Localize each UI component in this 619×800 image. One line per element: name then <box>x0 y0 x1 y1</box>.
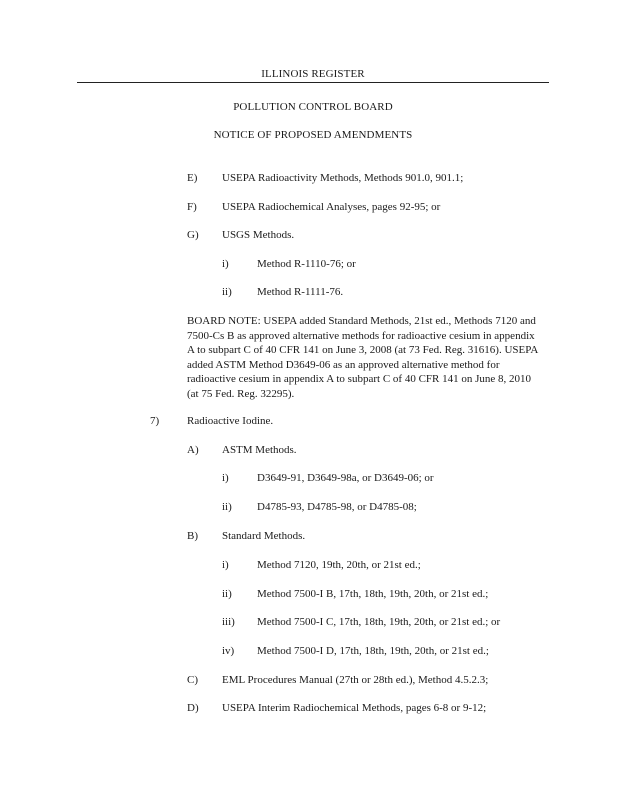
notice-title: NOTICE OF PROPOSED AMENDMENTS <box>213 129 413 141</box>
subitem-label: i) <box>222 258 229 270</box>
subitem-text: Method R-1111-76. <box>257 286 344 298</box>
item-text-g: USGS Methods. <box>222 229 295 241</box>
subitem-label: ii) <box>222 501 232 513</box>
item-label-f: F) <box>187 201 197 213</box>
item-text-f: USEPA Radiochemical Analyses, pages 92-95; or <box>222 201 441 213</box>
item-text-c: EML Procedures Manual (27th or 28th ed.), Method 4.5.2.3; <box>222 674 489 686</box>
subitem-label: iv) <box>222 645 235 657</box>
item-text-a: ASTM Methods. <box>222 444 297 456</box>
subitem-text: Method 7500-I B, 17th, 18th, 19th, 20th, or 21st ed.; <box>257 588 489 600</box>
subitem-text: Method 7120, 19th, 20th, or 21st ed.; <box>257 559 421 571</box>
subitem-text: Method 7500-I C, 17th, 18th, 19th, 20th, or 21st ed.; or <box>257 616 501 628</box>
item-label-a: A) <box>187 444 199 456</box>
section-text-7: Radioactive Iodine. <box>187 415 274 427</box>
subitem-text: Method 7500-I D, 17th, 18th, 19th, 20th, or 21st ed.; <box>257 645 489 657</box>
item-label-c: C) <box>187 674 198 686</box>
item-label-d: D) <box>187 702 199 714</box>
subitem-text: D4785-93, D4785-98, or D4785-08; <box>257 501 417 513</box>
subitem-label: iii) <box>222 616 235 628</box>
section-label-7: 7) <box>150 415 160 427</box>
board-note: BOARD NOTE: USEPA added Standard Methods, 21st ed., Methods 7120 and 7500-Cs B as approved alternative methods for radioactive cesium in appendix A to subpart C of 40 CFR 141 on June 3, 2008 (at 73 Fed. Reg. 31616). USEPA added ASTM Method D3649-06 as an approved alternative method for radioactive cesium in appendix A to subpart C of 40 CFR 141 on June 8, 2010 (at 75 Fed. Reg. 32295). <box>187 315 538 400</box>
header-rule <box>77 82 549 83</box>
subitem-label: i) <box>222 472 229 484</box>
subitem-label: i) <box>222 559 229 571</box>
subitem-text: D3649-91, D3649-98a, or D3649-06; or <box>257 472 434 484</box>
item-text-b: Standard Methods. <box>222 530 306 542</box>
item-label-g: G) <box>187 229 199 241</box>
board-title: POLLUTION CONTROL BOARD <box>233 101 393 113</box>
item-label-b: B) <box>187 530 198 542</box>
item-text-e: USEPA Radioactivity Methods, Methods 901.0, 901.1; <box>222 172 464 184</box>
item-text-d: USEPA Interim Radiochemical Methods, pages 6-8 or 9-12; <box>222 702 487 714</box>
item-label-e: E) <box>187 172 198 184</box>
subitem-label: ii) <box>222 286 232 298</box>
register-title: ILLINOIS REGISTER <box>261 68 365 80</box>
subitem-label: ii) <box>222 588 232 600</box>
subitem-text: Method R-1110-76; or <box>257 258 356 270</box>
